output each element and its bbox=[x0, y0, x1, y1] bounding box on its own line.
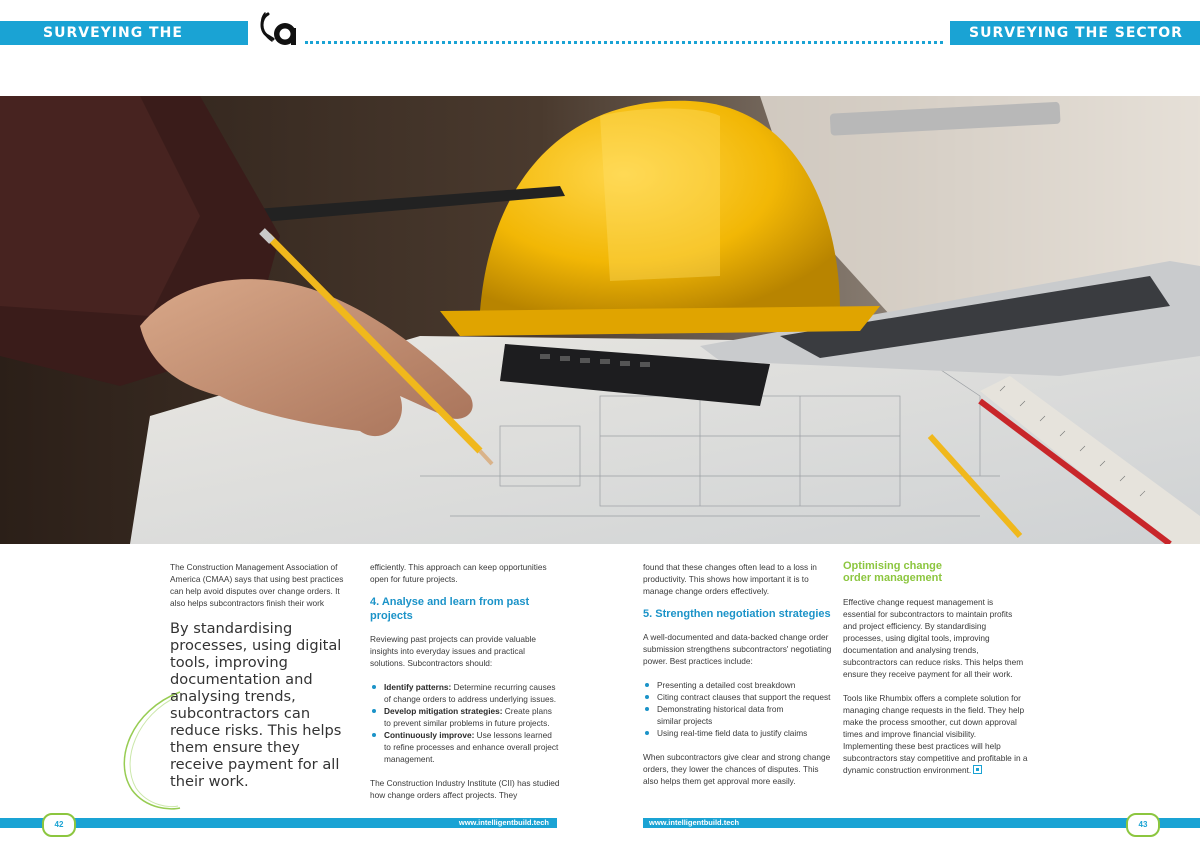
column-1 bbox=[170, 561, 348, 609]
footer-url-right[interactable]: www.intelligentbuild.tech bbox=[649, 818, 740, 827]
end-mark-icon bbox=[973, 765, 982, 774]
list-item bbox=[370, 729, 560, 765]
list-item-text: Use lessons learned to refine processes and enhance overall project management. bbox=[384, 730, 559, 764]
hero-photo-construction-planning bbox=[0, 96, 1200, 544]
pull-quote: By standardising processes, using digital tools, improving documentation and analysing trends, subcontractors can reduce risks. This helps them ensure they receive payment for all their work. bbox=[170, 620, 342, 790]
list-item: Using real-time field data to justify claims bbox=[643, 727, 833, 739]
list-item bbox=[370, 705, 560, 729]
section-heading: 4. Analyse and learn from past projects bbox=[370, 596, 530, 622]
column-2 bbox=[370, 561, 560, 801]
body-paragraph: The Construction Management Association of America (CMAA) says that using best practices can help avoid disputes over change orders. It also helps subcontractors finish their work bbox=[170, 562, 344, 608]
heading-line-1: Optimising change bbox=[843, 560, 943, 572]
header-dotted-rule bbox=[305, 41, 943, 44]
footer-url-left[interactable]: www.intelligentbuild.tech bbox=[458, 818, 549, 827]
body-paragraph: Reviewing past projects can provide valuable insights into everyday issues and practical solutions. Subcontractors should: bbox=[370, 634, 537, 668]
page-number-left: 42 bbox=[42, 813, 76, 837]
body-paragraph: efficiently. This approach can keep opportunities open for future projects. bbox=[370, 562, 547, 584]
footer-bar-left bbox=[0, 818, 557, 828]
list-item-text: Create plans to prevent similar problems in future projects. bbox=[384, 706, 552, 728]
publication-logo bbox=[258, 10, 302, 46]
list-item: Presenting a detailed cost breakdown bbox=[643, 679, 833, 691]
list-item-term: Identify patterns: bbox=[384, 682, 452, 692]
section-heading bbox=[843, 560, 1028, 584]
bullet-list bbox=[643, 679, 833, 739]
body-paragraph: The Construction Industry Institute (CII) has studied how change orders affect projects. They bbox=[370, 778, 560, 800]
body-paragraph: A well-documented and data-backed change order submission strengthens subcontractors' negotiating power. Best practices include: bbox=[643, 632, 832, 666]
page-number-right: 43 bbox=[1126, 813, 1160, 837]
body-paragraph: found that these changes often lead to a loss in productivity. This shows how important it is to manage change orders effectively. bbox=[643, 562, 817, 596]
list-item-text: Determine recurring causes of change orders to address underlying issues. bbox=[384, 682, 557, 704]
list-item-term: Develop mitigation strategies: bbox=[384, 706, 503, 716]
list-item: Demonstrating historical data from similar projects bbox=[643, 703, 833, 727]
list-item-term: Continuously improve: bbox=[384, 730, 475, 740]
body-paragraph bbox=[843, 692, 1028, 776]
body-paragraph: When subcontractors give clear and strong change orders, they lower the chances of disputes. This also helps them get approval more easily. bbox=[643, 752, 831, 786]
section-tab-right: SURVEYING THE SECTOR bbox=[950, 21, 1200, 45]
body-paragraph: Effective change request management is essential for subcontractors to maintain profits and project efficiency. By standardising processes, using digital tools, improving documentation and analysing trends, subcontractors can reduce risks. This helps them ensure they receive payment for all their work. bbox=[843, 597, 1024, 679]
footer-bar-right bbox=[643, 818, 1200, 828]
section-heading: 5. Strengthen negotiation strategies bbox=[643, 608, 831, 620]
column-4 bbox=[843, 560, 1028, 776]
section-tab-left: SURVEYING THE SECTOR bbox=[0, 21, 248, 45]
list-item bbox=[370, 681, 560, 705]
bullet-list bbox=[370, 681, 560, 765]
closing-text: Tools like Rhumbix offers a complete solution for managing change requests in the field. They help make the process smoother, cut down approval times and improve financial visibility. Implementing these best practices will help subcontractors stay competitive and profitable in a dynamic construction environment. bbox=[843, 693, 1028, 775]
list-item: Citing contract clauses that support the request bbox=[643, 691, 833, 703]
heading-line-2: order management bbox=[843, 572, 943, 584]
column-3 bbox=[643, 561, 833, 787]
